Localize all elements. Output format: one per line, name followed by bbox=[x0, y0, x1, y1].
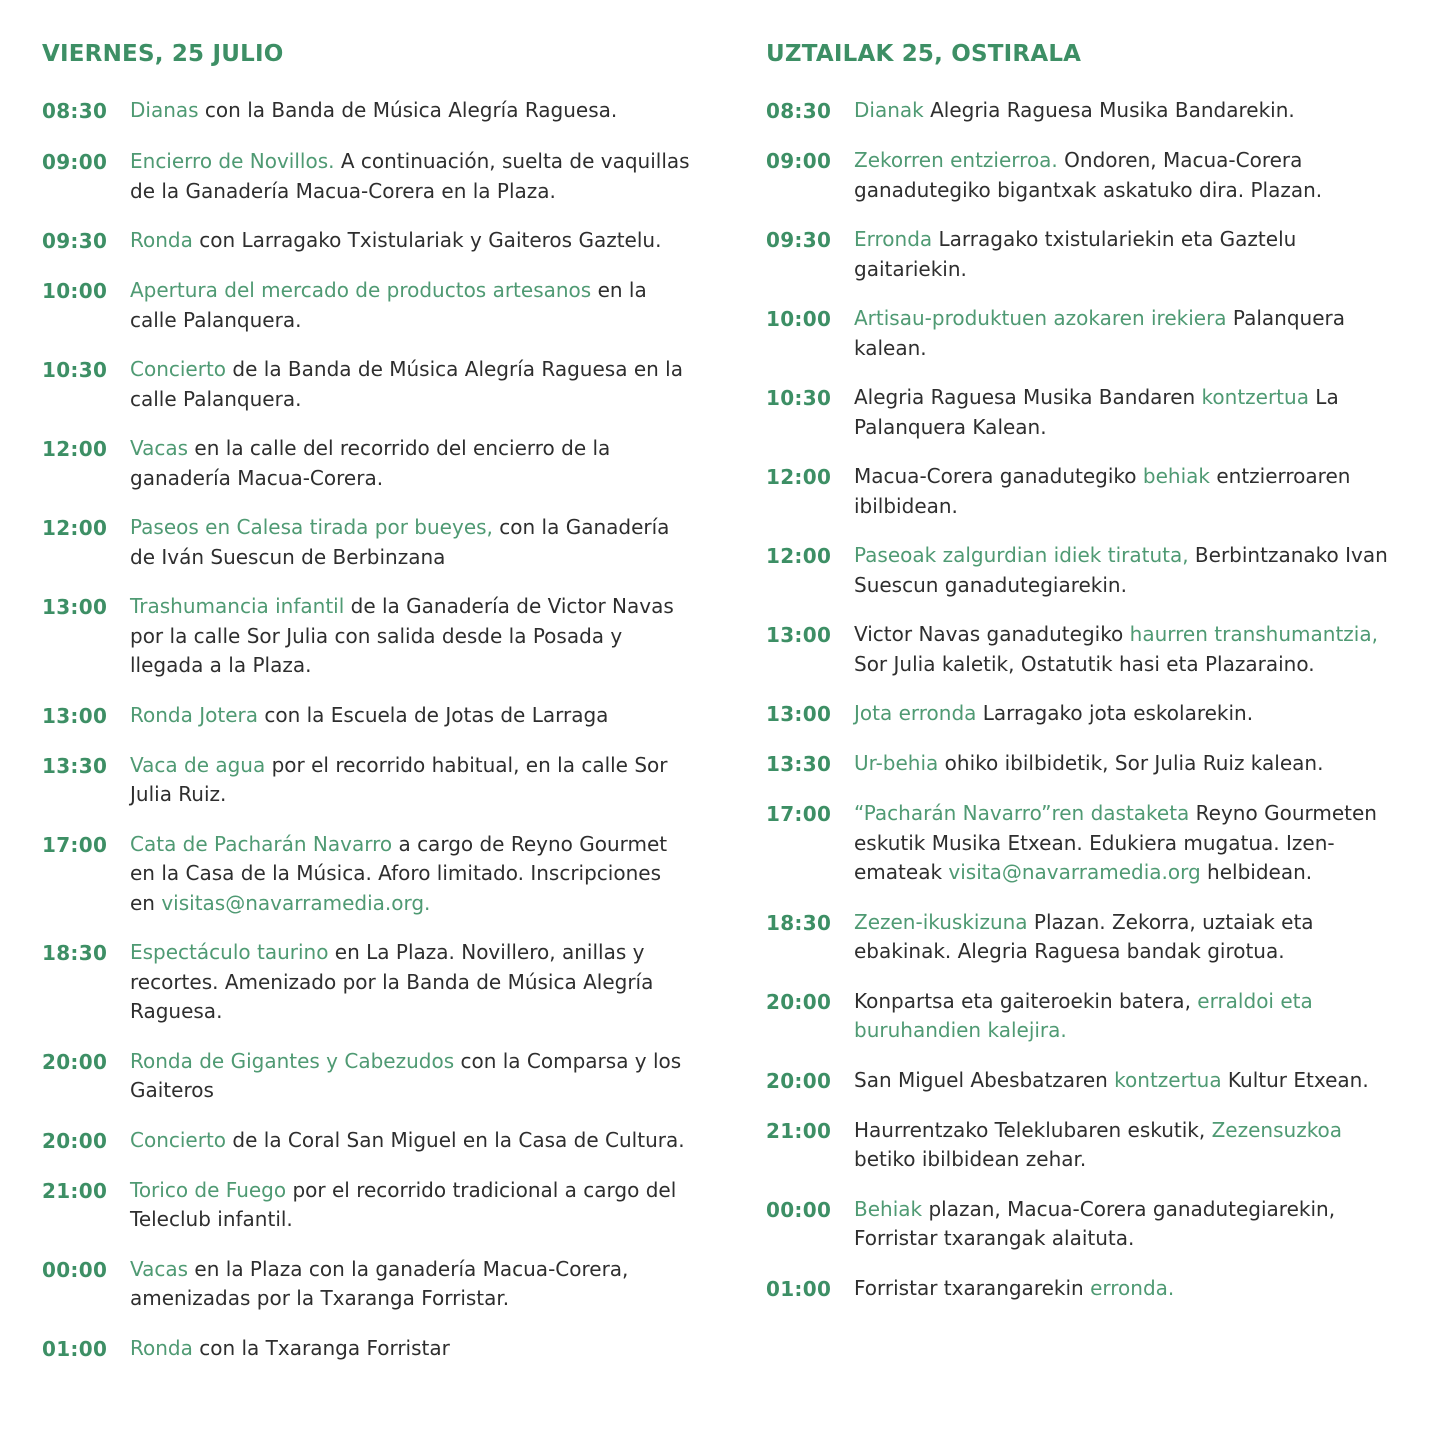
event-description bbox=[130, 355, 692, 414]
event-text: en la Plaza con la ganadería Macua-Corera, amenizadas por la Txaranga Forristar. bbox=[130, 1256, 629, 1310]
event-entry bbox=[42, 592, 692, 681]
event-text: Reyno Gourmeten eskutik Musika Etxean. Edukiera mugatua. Izen-emateak bbox=[854, 801, 1377, 884]
event-time: 10:30 bbox=[42, 358, 108, 382]
day-title-es: VIERNES, 25 JULIO bbox=[42, 41, 284, 67]
event-highlight: Vaca de agua bbox=[130, 752, 266, 777]
basque-schedule-column bbox=[766, 38, 1406, 1304]
event-time: 20:00 bbox=[766, 989, 832, 1014]
event-description bbox=[130, 938, 692, 1027]
event-text: Macua-Corera ganadutegiko bbox=[854, 464, 1143, 488]
event-description bbox=[130, 513, 692, 572]
event-entry bbox=[42, 751, 692, 810]
event-description bbox=[130, 147, 692, 206]
event-highlight: Trashumancia infantil bbox=[130, 594, 345, 618]
event-text: en La Plaza. Novillero, anillas y recortes. Amenizado por la Banda de Música Alegría Raguesa. bbox=[130, 940, 654, 1023]
event-description bbox=[130, 1334, 692, 1364]
event-highlight: Ronda de Gigantes y Cabezudos bbox=[130, 1048, 455, 1073]
event-description bbox=[130, 830, 692, 919]
event-description bbox=[854, 1274, 1406, 1304]
event-text: con la Comparsa y los Gaiteros bbox=[130, 1048, 682, 1102]
event-entry bbox=[42, 434, 692, 493]
event-time: 09:30 bbox=[42, 229, 108, 253]
event-entry bbox=[42, 938, 692, 1027]
event-description bbox=[854, 1195, 1406, 1254]
event-entry bbox=[42, 96, 692, 126]
event-list-es bbox=[42, 96, 692, 1364]
event-description bbox=[854, 462, 1406, 521]
event-highlight: Espectáculo taurino bbox=[130, 940, 329, 964]
event-text: con Larragako Txistulariak y Gaiteros Gaztelu. bbox=[192, 228, 662, 252]
event-entry bbox=[766, 987, 1406, 1046]
event-description bbox=[130, 96, 692, 126]
event-text: Kultur Etxean. bbox=[1221, 1067, 1369, 1092]
event-entry bbox=[42, 830, 692, 919]
event-text: Haurrentzako Teleklubaren eskutik, bbox=[854, 1117, 1212, 1142]
event-text: con la Txaranga Forristar bbox=[192, 1335, 450, 1360]
event-description bbox=[854, 799, 1406, 888]
event-description bbox=[854, 96, 1406, 126]
event-entry bbox=[766, 541, 1406, 600]
event-text: Sor Julia kaletik, Ostatutik hasi eta Plazaraino. bbox=[854, 651, 1315, 676]
event-description bbox=[130, 434, 692, 493]
event-time: 13:00 bbox=[42, 703, 108, 728]
event-time: 09:30 bbox=[766, 228, 832, 252]
event-highlight[interactable]: visita@navarramedia.org bbox=[948, 860, 1201, 884]
event-text: en la calle Palanquera. bbox=[130, 278, 647, 332]
event-time: 13:00 bbox=[42, 595, 108, 619]
event-list-eu bbox=[766, 96, 1406, 1304]
event-time: 20:00 bbox=[766, 1068, 832, 1093]
event-entry bbox=[766, 699, 1406, 729]
event-highlight: Vacas bbox=[130, 1256, 189, 1281]
event-description bbox=[854, 1066, 1406, 1096]
event-entry bbox=[42, 147, 692, 206]
event-highlight: Vacas bbox=[130, 436, 189, 460]
event-text: en la calle del recorrido del encierro de la ganadería Macua-Corera. bbox=[130, 436, 611, 490]
event-description bbox=[854, 908, 1406, 967]
event-time: 13:00 bbox=[766, 623, 832, 647]
event-description bbox=[854, 699, 1406, 729]
event-time: 00:00 bbox=[766, 1197, 832, 1222]
event-description bbox=[854, 541, 1406, 600]
event-description bbox=[854, 225, 1406, 284]
event-time: 18:30 bbox=[766, 910, 832, 935]
event-entry bbox=[42, 276, 692, 335]
event-description bbox=[130, 701, 692, 731]
event-entry bbox=[766, 799, 1406, 888]
event-entry bbox=[766, 1274, 1406, 1304]
event-time: 21:00 bbox=[42, 1178, 108, 1203]
event-text: Palanquera kalean. bbox=[854, 306, 1345, 360]
event-highlight[interactable]: visitas@navarramedia.org. bbox=[161, 890, 431, 915]
event-entry bbox=[42, 1047, 692, 1106]
event-highlight: Zekorren entzierroa. bbox=[854, 148, 1058, 172]
event-entry bbox=[42, 226, 692, 256]
event-highlight: “Pacharán Navarro”ren dastaketa bbox=[854, 801, 1190, 825]
event-highlight: Behiak bbox=[854, 1196, 923, 1221]
event-entry bbox=[766, 908, 1406, 967]
event-description bbox=[854, 749, 1406, 779]
event-text: a cargo de Reyno Gourmet en la Casa de la Música. Aforo limitado. Inscripciones en bbox=[130, 831, 668, 915]
event-time: 13:30 bbox=[766, 752, 832, 776]
event-text: con la Banda de Música Alegría Raguesa. bbox=[198, 98, 618, 122]
event-time: 09:00 bbox=[42, 150, 108, 174]
event-entry bbox=[766, 383, 1406, 442]
event-time: 10:00 bbox=[42, 279, 108, 303]
event-highlight: Jota erronda bbox=[854, 701, 977, 725]
event-description bbox=[130, 751, 692, 810]
event-text: entzierroaren ibilbidean. bbox=[854, 464, 1351, 518]
event-text: A continuación, suelta de vaquillas de la Ganadería Macua-Corera en la Plaza. bbox=[130, 149, 690, 203]
event-time: 10:30 bbox=[766, 386, 832, 410]
event-text: Berbintzanako Ivan Suescun ganadutegiarekin. bbox=[854, 543, 1388, 597]
event-text: San Miguel Abesbatzaren bbox=[854, 1067, 1115, 1092]
event-text: Alegria Raguesa Musika Bandarekin. bbox=[923, 98, 1295, 122]
event-highlight: Apertura del mercado de productos artesanos bbox=[130, 278, 592, 302]
event-time: 21:00 bbox=[766, 1118, 832, 1143]
event-time: 13:30 bbox=[42, 753, 108, 778]
event-highlight: Zezen-ikuskizuna bbox=[854, 909, 1028, 934]
event-text: con la Ganadería de Iván Suescun de Berbinzana bbox=[130, 515, 670, 569]
event-text: de la Banda de Música Alegría Raguesa en la calle Palanquera. bbox=[130, 357, 683, 411]
event-description bbox=[130, 1176, 692, 1235]
event-entry bbox=[766, 225, 1406, 284]
event-description bbox=[130, 276, 692, 335]
event-time: 17:00 bbox=[766, 802, 832, 826]
event-highlight: kontzertua bbox=[1201, 385, 1309, 409]
event-text: por el recorrido habitual, en la calle Sor Julia Ruiz. bbox=[130, 752, 668, 806]
event-entry bbox=[42, 355, 692, 414]
event-time: 12:00 bbox=[766, 544, 832, 568]
event-highlight: Ronda Jotera bbox=[130, 702, 258, 727]
event-highlight: Cata de Pacharán Navarro bbox=[130, 831, 393, 856]
event-text: Alegria Raguesa Musika Bandaren bbox=[854, 385, 1202, 409]
event-time: 01:00 bbox=[766, 1276, 832, 1301]
event-text: ohiko ibilbidetik, Sor Julia Ruiz kalean. bbox=[938, 751, 1324, 775]
event-entry bbox=[766, 620, 1406, 679]
event-highlight: kontzertua bbox=[1114, 1067, 1222, 1092]
event-entry bbox=[42, 1255, 692, 1314]
event-text: con la Escuela de Jotas de Larraga bbox=[257, 702, 609, 727]
event-entry bbox=[766, 1066, 1406, 1096]
event-highlight: Zezensuzkoa bbox=[1211, 1117, 1343, 1142]
event-text: Konpartsa eta gaiteroekin batera, bbox=[854, 988, 1198, 1013]
event-time: 18:30 bbox=[42, 941, 108, 965]
event-highlight: Dianas bbox=[130, 98, 199, 122]
event-text: de la Coral San Miguel en la Casa de Cultura. bbox=[226, 1127, 685, 1152]
event-highlight: Ronda bbox=[130, 228, 193, 252]
event-highlight: Artisau-produktuen azokaren irekiera bbox=[854, 306, 1227, 330]
event-time: 12:00 bbox=[42, 516, 108, 540]
event-highlight: Ronda bbox=[130, 1335, 193, 1360]
event-entry bbox=[766, 304, 1406, 363]
event-text: Victor Navas ganadutegiko bbox=[854, 622, 1130, 646]
event-description bbox=[130, 1047, 692, 1106]
day-title-eu: UZTAILAK 25, OSTIRALA bbox=[766, 41, 1082, 67]
event-highlight: erraldoi eta buruhandien kalejira. bbox=[854, 988, 1313, 1042]
event-description bbox=[854, 1116, 1406, 1175]
event-time: 20:00 bbox=[42, 1128, 108, 1153]
event-entry bbox=[42, 701, 692, 731]
event-description bbox=[130, 592, 692, 681]
event-description bbox=[130, 1255, 692, 1314]
event-time: 20:00 bbox=[42, 1049, 108, 1074]
event-description bbox=[854, 987, 1406, 1046]
event-description bbox=[854, 383, 1406, 442]
event-text: Larragako txistulariekin eta Gaztelu gaitariekin. bbox=[854, 227, 1297, 281]
event-entry bbox=[766, 1116, 1406, 1175]
event-highlight: Concierto bbox=[130, 357, 227, 381]
event-entry bbox=[42, 1334, 692, 1364]
event-entry bbox=[42, 1126, 692, 1156]
event-highlight: Paseoak zalgurdian idiek tiratuta, bbox=[854, 543, 1189, 567]
event-time: 13:00 bbox=[766, 702, 832, 726]
event-time: 09:00 bbox=[766, 149, 832, 173]
event-entry bbox=[42, 513, 692, 572]
event-highlight: haurren transhumantzia, bbox=[1129, 622, 1378, 646]
event-time: 00:00 bbox=[42, 1257, 108, 1282]
event-entry bbox=[42, 1176, 692, 1235]
event-highlight: Concierto bbox=[130, 1127, 227, 1152]
event-entry bbox=[766, 1195, 1406, 1254]
event-time: 12:00 bbox=[766, 465, 832, 489]
event-description bbox=[130, 1126, 692, 1156]
event-text: helbidean. bbox=[1200, 860, 1313, 884]
event-text: Larragako jota eskolarekin. bbox=[976, 701, 1254, 725]
event-time: 08:30 bbox=[766, 99, 832, 123]
event-description bbox=[854, 146, 1406, 205]
event-entry bbox=[766, 146, 1406, 205]
event-time: 12:00 bbox=[42, 437, 108, 461]
event-highlight: behiak bbox=[1142, 464, 1210, 488]
event-entry bbox=[766, 96, 1406, 126]
event-text: Ondoren, Macua-Corera ganadutegiko bigantxak askatuko dira. Plazan. bbox=[854, 148, 1323, 202]
event-highlight: Paseos en Calesa tirada por bueyes, bbox=[130, 515, 493, 539]
event-text: La Palanquera Kalean. bbox=[854, 385, 1339, 439]
event-highlight: Erronda bbox=[854, 227, 933, 251]
event-time: 01:00 bbox=[42, 1336, 108, 1361]
event-description bbox=[854, 304, 1406, 363]
event-time: 08:30 bbox=[42, 99, 108, 123]
event-text: de la Ganadería de Victor Navas por la calle Sor Julia con salida desde la Posada y llegada a la Plaza. bbox=[130, 594, 674, 677]
event-description bbox=[130, 226, 692, 256]
event-highlight: Torico de Fuego bbox=[130, 1177, 287, 1202]
event-highlight: Dianak bbox=[854, 98, 924, 122]
spanish-schedule-column bbox=[42, 38, 692, 1364]
event-highlight: erronda. bbox=[1090, 1275, 1175, 1300]
event-text: plazan, Macua-Corera ganadutegiarekin, Forristar txarangak alaituta. bbox=[854, 1196, 1336, 1250]
event-description bbox=[854, 620, 1406, 679]
event-highlight: Encierro de Novillos. bbox=[130, 149, 335, 173]
event-entry bbox=[766, 462, 1406, 521]
event-entry bbox=[766, 749, 1406, 779]
event-text: Plazan. Zekorra, uztaiak eta ebakinak. Alegria Raguesa bandak girotua. bbox=[854, 909, 1314, 963]
event-highlight: Ur-behia bbox=[854, 751, 939, 775]
event-time: 17:00 bbox=[42, 832, 108, 857]
event-text: Forristar txarangarekin bbox=[854, 1275, 1091, 1300]
event-text: betiko ibilbidean zehar. bbox=[854, 1147, 1087, 1171]
event-text: por el recorrido tradicional a cargo del Teleclub infantil. bbox=[130, 1177, 677, 1231]
event-time: 10:00 bbox=[766, 307, 832, 331]
